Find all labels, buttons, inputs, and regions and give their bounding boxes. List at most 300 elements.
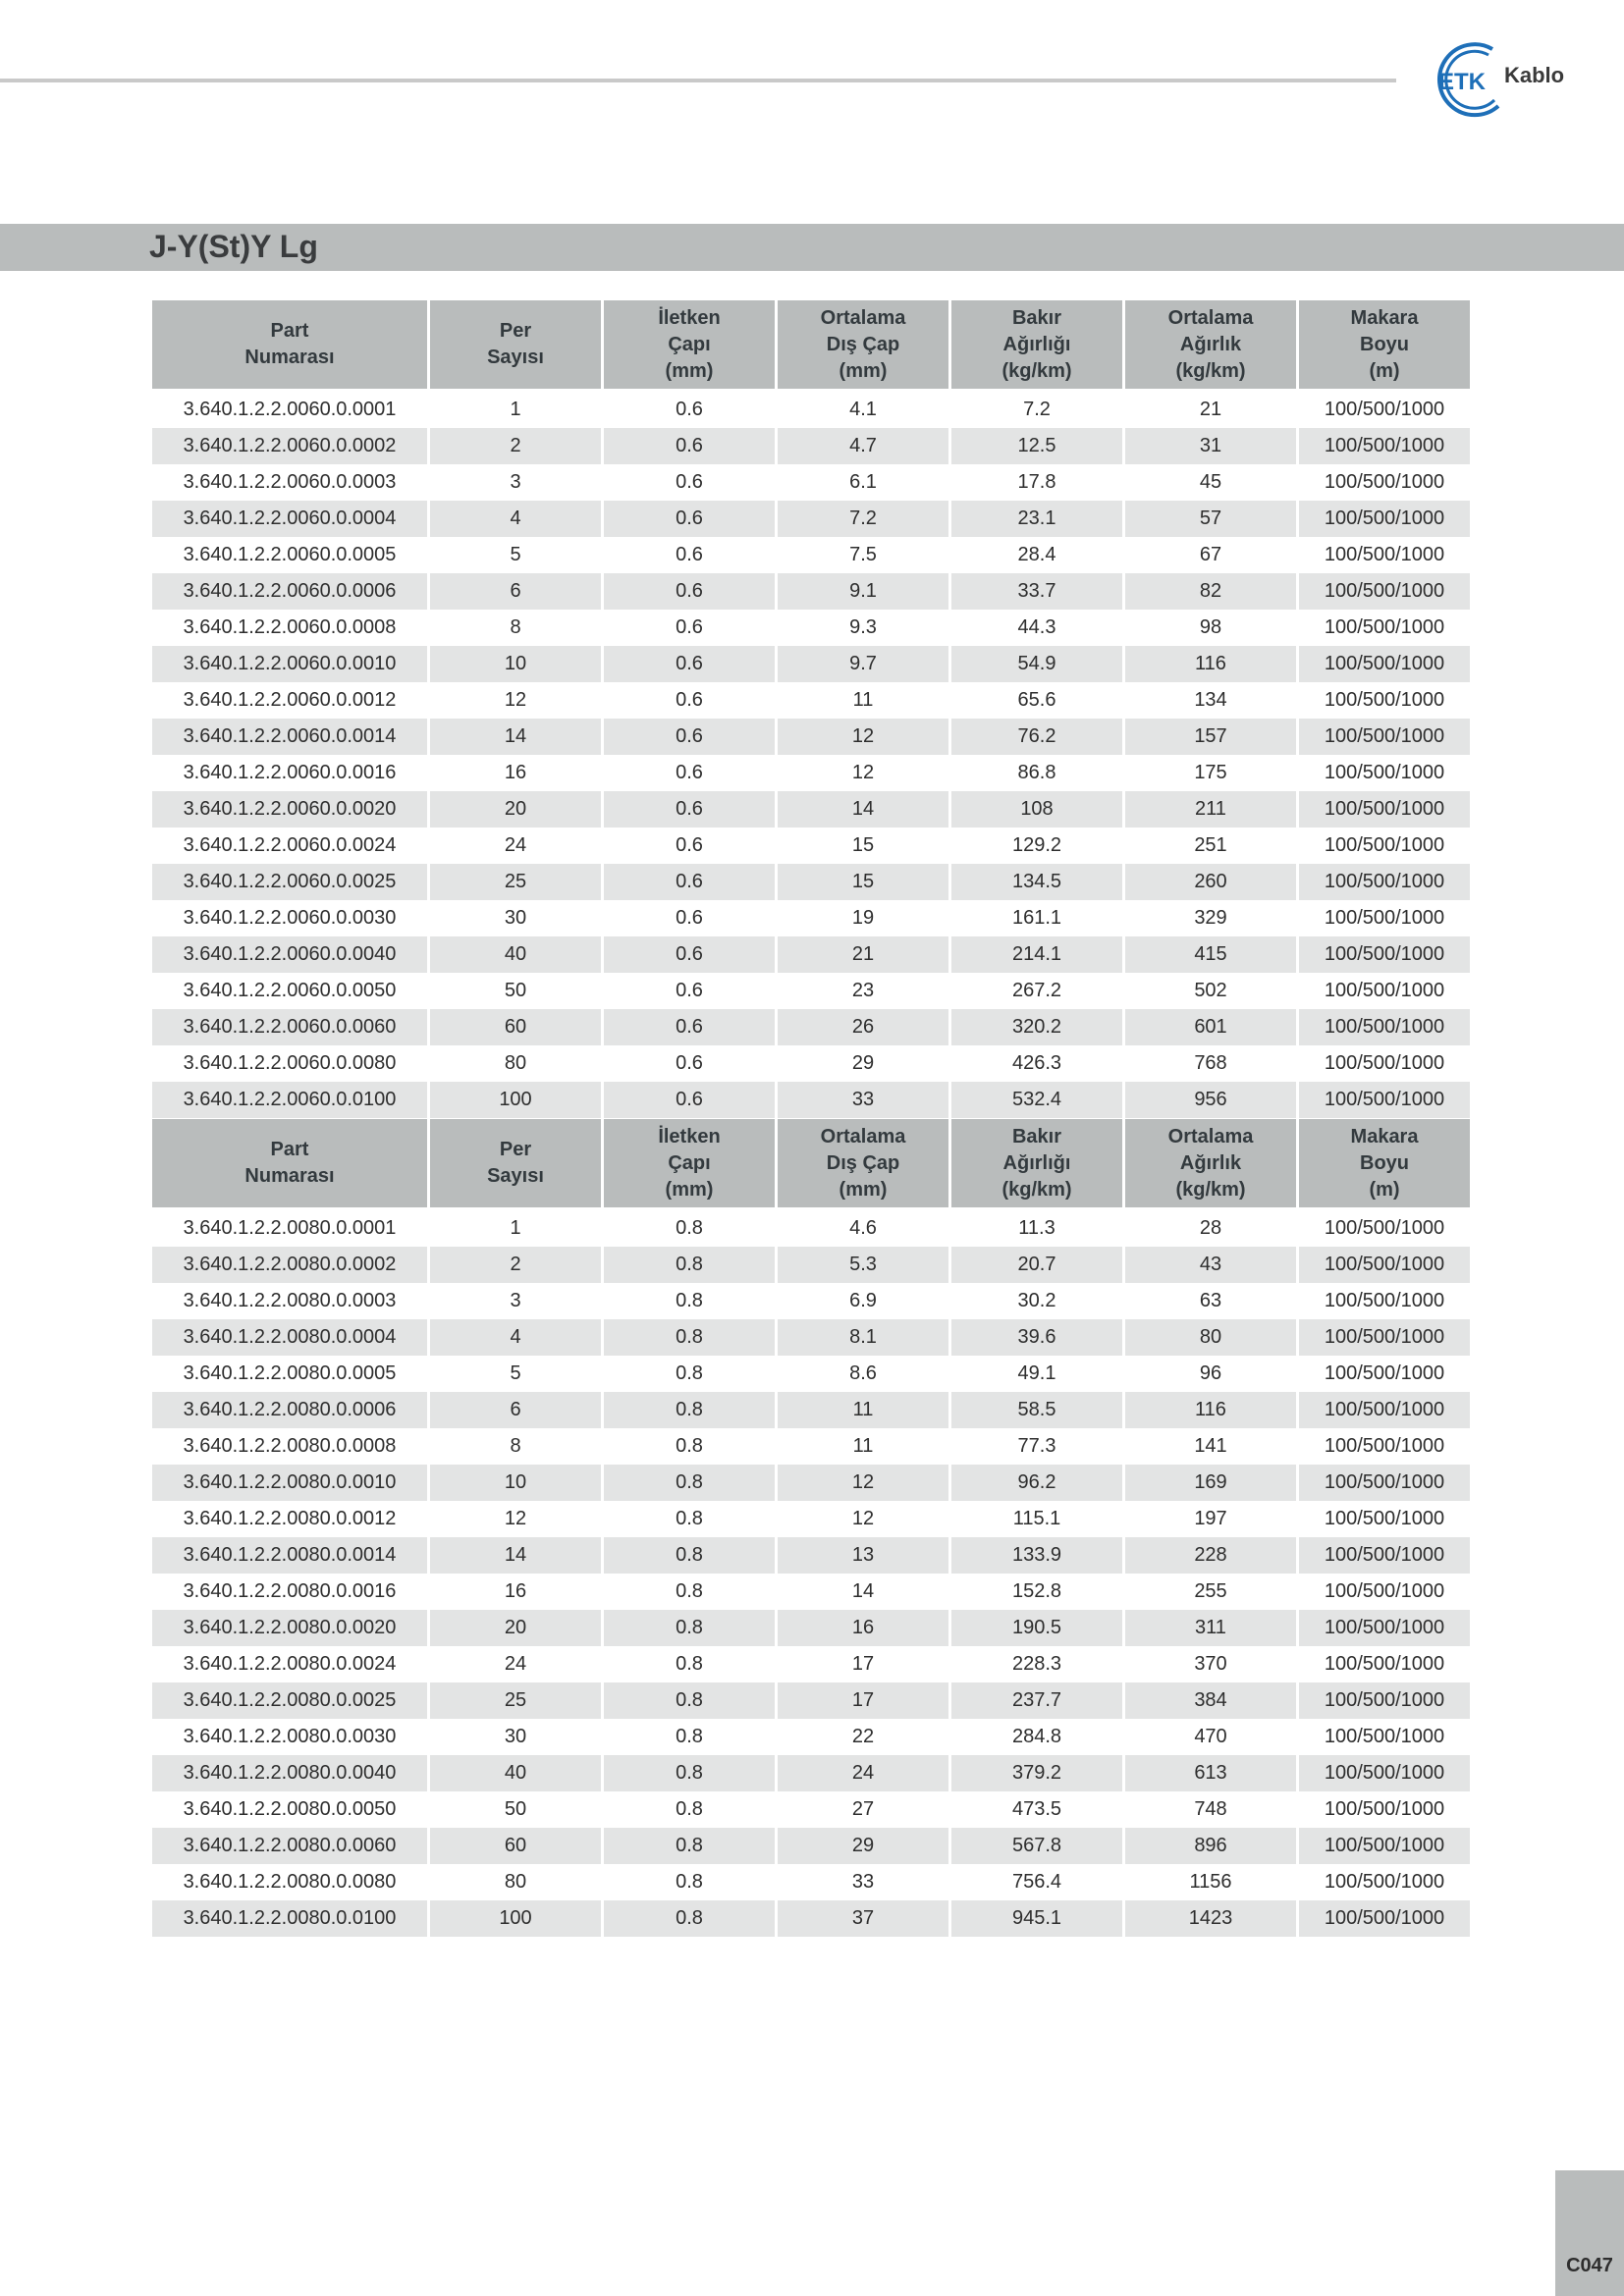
column-header-line: Sayısı (487, 347, 544, 368)
table-cell: 23 (851, 980, 875, 1001)
table-cell: 100/500/1000 (1299, 1537, 1470, 1574)
table-row (152, 828, 1470, 864)
column-header-line: (kg/km) (1175, 1178, 1246, 1201)
table-cell: 26 (778, 1009, 948, 1045)
table-cell: 21 (1199, 399, 1222, 420)
table-cell: 379.2 (951, 1755, 1122, 1791)
table-cell: 25 (430, 1682, 601, 1719)
table-row (152, 1864, 1470, 1900)
table-cell: 67 (1199, 544, 1222, 565)
table-cell: 8.1 (778, 1319, 948, 1356)
table-cell: 31 (1125, 428, 1296, 464)
table-cell: 3.640.1.2.2.0080.0.0020 (152, 1610, 427, 1646)
table-row (152, 1045, 1470, 1082)
table-cell: 14 (778, 791, 948, 828)
column-header-line: Makara (1350, 1125, 1419, 1148)
table-row (152, 791, 1470, 828)
table-row (152, 1392, 1470, 1428)
table-cell: 3.640.1.2.2.0080.0.0005 (183, 1362, 397, 1384)
table-cell: 33 (851, 1871, 875, 1893)
table-cell: 0.8 (604, 1900, 775, 1937)
table-cell: 0.8 (604, 1247, 775, 1283)
table-row (152, 755, 1470, 791)
table-cell: 0.6 (604, 1009, 775, 1045)
table-cell: 211 (1125, 791, 1296, 828)
column-header (604, 1118, 775, 1210)
table-cell: 16 (778, 1610, 948, 1646)
table-cell: 8.6 (849, 1362, 877, 1384)
table-cell: 20 (430, 791, 601, 828)
table-cell: 3.640.1.2.2.0080.0.0008 (183, 1435, 397, 1457)
table-cell: 0.6 (604, 1082, 775, 1118)
table-cell: 3.640.1.2.2.0080.0.0010 (152, 1465, 427, 1501)
table-cell: 10 (430, 646, 601, 682)
table-cell: 3.640.1.2.2.0060.0.0012 (183, 689, 397, 711)
table-row (152, 1247, 1470, 1283)
table-cell: 100/500/1000 (1324, 907, 1445, 929)
table-cell: 100/500/1000 (1299, 1755, 1470, 1791)
table-cell: 384 (1125, 1682, 1296, 1719)
table-cell: 3.640.1.2.2.0060.0.0003 (183, 471, 397, 493)
column-header-line: Ağırlığı (1002, 1151, 1071, 1174)
table-cell: 0.8 (676, 1508, 703, 1529)
table-cell: 12 (504, 1508, 527, 1529)
table-cell: 228.3 (1011, 1653, 1062, 1675)
table-cell: 29 (851, 1052, 875, 1074)
table-row (152, 1356, 1470, 1392)
table-cell: 100/500/1000 (1299, 1828, 1470, 1864)
table-cell: 100/500/1000 (1324, 1217, 1445, 1239)
table-cell: 169 (1125, 1465, 1296, 1501)
table-cell: 14 (430, 719, 601, 755)
table-row (152, 464, 1470, 501)
table-cell: 60 (430, 1828, 601, 1864)
logo-name: Kablo (1504, 63, 1565, 87)
table-cell: 12 (778, 1465, 948, 1501)
table-cell: 567.8 (951, 1828, 1122, 1864)
table-cell: 100/500/1000 (1299, 1392, 1470, 1428)
table-cell: 0.8 (604, 1682, 775, 1719)
table-cell: 24 (504, 1653, 527, 1675)
table-row (152, 1791, 1470, 1828)
table-cell: 15 (778, 864, 948, 900)
table-cell: 3.640.1.2.2.0080.0.0030 (183, 1726, 397, 1747)
column-header (778, 1118, 948, 1210)
table-cell: 0.6 (676, 399, 703, 420)
table-cell: 0.6 (676, 762, 703, 783)
table-cell: 3.640.1.2.2.0060.0.0002 (152, 428, 427, 464)
table-cell: 63 (1199, 1290, 1222, 1311)
table-cell: 0.6 (676, 980, 703, 1001)
table-cell: 21 (778, 936, 948, 973)
table-cell: 9.1 (778, 573, 948, 610)
table-cell: 0.8 (676, 1217, 703, 1239)
column-header-line: İletken (658, 1125, 721, 1148)
table-cell: 30 (504, 1726, 527, 1747)
column-header-line: (mm) (839, 1178, 888, 1201)
table-cell: 29 (778, 1828, 948, 1864)
column-header-line: Ortalama (1167, 306, 1254, 329)
column-header-line: Part (270, 1139, 309, 1160)
table-cell: 3.640.1.2.2.0060.0.0014 (152, 719, 427, 755)
table-row (152, 900, 1470, 936)
table-cell: 100/500/1000 (1299, 791, 1470, 828)
table-cell: 100/500/1000 (1299, 428, 1470, 464)
table-cell: 284.8 (1011, 1726, 1062, 1747)
table-cell: 141 (1194, 1435, 1227, 1457)
table-cell: 100/500/1000 (1324, 471, 1445, 493)
table-cell: 12 (504, 689, 527, 711)
column-header-line: Ortalama (1167, 1125, 1254, 1148)
table-cell: 40 (430, 1755, 601, 1791)
table-cell: 100/500/1000 (1324, 1798, 1445, 1820)
table-cell: 24 (778, 1755, 948, 1791)
table-cell: 956 (1125, 1082, 1296, 1118)
table-cell: 190.5 (951, 1610, 1122, 1646)
table-cell: 370 (1194, 1653, 1227, 1675)
table-cell: 3.640.1.2.2.0060.0.0006 (152, 573, 427, 610)
table-cell: 0.8 (676, 1871, 703, 1893)
table-cell: 23.1 (951, 501, 1122, 537)
table-cell: 6 (430, 1392, 601, 1428)
column-header-line: (m) (1369, 1178, 1400, 1201)
column-header-line: Makara (1350, 306, 1419, 329)
table-cell: 100/500/1000 (1299, 1009, 1470, 1045)
column-header-line: Bakır (1011, 306, 1062, 329)
table-cell: 473.5 (1011, 1798, 1062, 1820)
table-cell: 80 (1125, 1319, 1296, 1356)
table-cell: 25 (430, 864, 601, 900)
table-cell: 50 (504, 980, 527, 1001)
table-cell: 4 (430, 1319, 601, 1356)
table-cell: 7.2 (778, 501, 948, 537)
column-header-line: (mm) (665, 1178, 714, 1201)
table-cell: 1 (510, 399, 521, 420)
table-cell: 100 (430, 1082, 601, 1118)
table-cell: 54.9 (951, 646, 1122, 682)
column-header (778, 300, 948, 392)
table-cell: 267.2 (1011, 980, 1062, 1001)
column-header-line: Numarası (244, 1165, 335, 1187)
table-cell: 20 (430, 1610, 601, 1646)
table-row (152, 1082, 1470, 1118)
table-cell: 6.9 (849, 1290, 877, 1311)
table-cell: 251 (1194, 834, 1227, 856)
table-header-row (152, 300, 1470, 392)
table-cell: 20.7 (951, 1247, 1122, 1283)
column-header-line: Ağırlığı (1002, 333, 1071, 355)
page-title: J-Y(St)Y Lg (149, 229, 318, 264)
table-row (152, 1719, 1470, 1755)
table-cell: 260 (1125, 864, 1296, 900)
table-cell: 76.2 (951, 719, 1122, 755)
table-cell: 39.6 (951, 1319, 1122, 1356)
table-cell: 100/500/1000 (1299, 1082, 1470, 1118)
header-rule (0, 79, 1396, 82)
table-cell: 12 (778, 719, 948, 755)
column-header-line: (kg/km) (1001, 1178, 1072, 1201)
table-cell: 3.640.1.2.2.0080.0.0040 (152, 1755, 427, 1791)
table-cell: 3.640.1.2.2.0060.0.0040 (152, 936, 427, 973)
table-cell: 3.640.1.2.2.0080.0.0001 (183, 1217, 397, 1239)
table-cell: 0.8 (676, 1435, 703, 1457)
table-cell: 116 (1125, 646, 1296, 682)
table-cell: 12 (851, 1508, 875, 1529)
table-cell: 4.6 (849, 1217, 877, 1239)
table-cell: 3.640.1.2.2.0060.0.0080 (183, 1052, 397, 1074)
table-cell: 175 (1194, 762, 1227, 783)
table-cell: 100/500/1000 (1324, 1726, 1445, 1747)
table-cell: 100/500/1000 (1324, 1290, 1445, 1311)
table-row (152, 610, 1470, 646)
table-cell: 7.5 (849, 544, 877, 565)
table-cell: 50 (504, 1798, 527, 1820)
table-cell: 17.8 (1017, 471, 1056, 493)
table-cell: 86.8 (1017, 762, 1056, 783)
column-header (152, 1118, 427, 1210)
column-header-line: Çapı (668, 333, 711, 355)
table-cell: 44.3 (1017, 616, 1056, 638)
table-cell: 100/500/1000 (1299, 864, 1470, 900)
table-cell: 8 (510, 1435, 521, 1457)
table-row (152, 1646, 1470, 1682)
table-cell: 11 (852, 1435, 874, 1457)
table-cell: 11 (852, 689, 874, 711)
table-cell: 9.7 (778, 646, 948, 682)
table-cell: 3.640.1.2.2.0060.0.0004 (152, 501, 427, 537)
table-cell: 100/500/1000 (1324, 1871, 1445, 1893)
table-cell: 100/500/1000 (1299, 1465, 1470, 1501)
table-row (152, 1755, 1470, 1791)
table-cell: 108 (951, 791, 1122, 828)
table-cell: 0.8 (676, 1653, 703, 1675)
table-cell: 19 (851, 907, 875, 929)
table-cell: 5.3 (778, 1247, 948, 1283)
table-row (152, 1682, 1470, 1719)
table-cell: 100/500/1000 (1324, 834, 1445, 856)
column-header-line: Dış Çap (826, 1151, 900, 1174)
table-cell: 197 (1194, 1508, 1227, 1529)
column-header-line: Ağırlık (1179, 333, 1242, 355)
table-cell: 37 (778, 1900, 948, 1937)
table-cell: 3.640.1.2.2.0060.0.0010 (152, 646, 427, 682)
column-header-line: Part (270, 320, 309, 342)
table-cell: 17 (851, 1653, 875, 1675)
column-header (430, 1118, 601, 1210)
column-header-line: Sayısı (487, 1165, 544, 1187)
table-row (152, 501, 1470, 537)
table-cell: 1 (510, 1217, 521, 1239)
table-row (152, 1009, 1470, 1045)
table-cell: 3.640.1.2.2.0060.0.0001 (183, 399, 397, 420)
table-cell: 14 (430, 1537, 601, 1574)
table-cell: 0.6 (676, 907, 703, 929)
table-row (152, 864, 1470, 900)
table-cell: 3.640.1.2.2.0080.0.0003 (183, 1290, 397, 1311)
table-cell: 502 (1194, 980, 1227, 1001)
table-cell: 6.1 (849, 471, 877, 493)
table-row (152, 573, 1470, 610)
table-cell: 0.6 (604, 791, 775, 828)
table-cell: 11 (778, 1392, 948, 1428)
table-cell: 3.640.1.2.2.0060.0.0005 (183, 544, 397, 565)
table-cell: 17 (778, 1682, 948, 1719)
table-cell: 3.640.1.2.2.0060.0.0025 (152, 864, 427, 900)
table-cell: 4 (430, 501, 601, 537)
table-cell: 100/500/1000 (1299, 1247, 1470, 1283)
table-cell: 15 (851, 834, 875, 856)
table-cell: 57 (1125, 501, 1296, 537)
table-row (152, 646, 1470, 682)
table-row (152, 936, 1470, 973)
table-cell: 100/500/1000 (1299, 1610, 1470, 1646)
table-cell: 896 (1125, 1828, 1296, 1864)
column-header (951, 300, 1122, 392)
table-cell: 40 (430, 936, 601, 973)
table-row (152, 1501, 1470, 1537)
table-cell: 3.640.1.2.2.0060.0.0060 (152, 1009, 427, 1045)
table-cell: 3.640.1.2.2.0060.0.0050 (183, 980, 397, 1001)
table-cell: 100/500/1000 (1324, 1653, 1445, 1675)
table-cell: 601 (1125, 1009, 1296, 1045)
table-cell: 49.1 (1017, 1362, 1056, 1384)
table-row (152, 719, 1470, 755)
table-cell: 3.640.1.2.2.0080.0.0004 (152, 1319, 427, 1356)
table-cell: 28.4 (1017, 544, 1056, 565)
page-number: C047 (1566, 2255, 1613, 2276)
column-header (951, 1118, 1122, 1210)
table-cell: 96.2 (951, 1465, 1122, 1501)
table-row (152, 1610, 1470, 1646)
table-cell: 7.2 (1023, 399, 1051, 420)
table-cell: 214.1 (951, 936, 1122, 973)
table-cell: 100/500/1000 (1299, 501, 1470, 537)
table-cell: 100/500/1000 (1299, 1319, 1470, 1356)
table-row (152, 1210, 1470, 1247)
column-header-line: Per (499, 320, 532, 342)
column-header-line: Bakır (1011, 1125, 1062, 1148)
table-cell: 3.640.1.2.2.0080.0.0025 (152, 1682, 427, 1719)
table-cell: 100/500/1000 (1324, 762, 1445, 783)
table-cell: 3.640.1.2.2.0080.0.0060 (152, 1828, 427, 1864)
column-header-line: (kg/km) (1175, 359, 1246, 382)
table-cell: 0.6 (604, 573, 775, 610)
table-cell: 134.5 (951, 864, 1122, 900)
table-cell: 100/500/1000 (1299, 1682, 1470, 1719)
table-cell: 2 (430, 428, 601, 464)
table-cell: 16 (504, 762, 527, 783)
table-cell: 100/500/1000 (1324, 980, 1445, 1001)
table-row (152, 973, 1470, 1009)
column-header-line: İletken (658, 306, 721, 329)
table-row (152, 682, 1470, 719)
table-cell: 100/500/1000 (1324, 1052, 1445, 1074)
table-cell: 0.8 (604, 1828, 775, 1864)
table-cell: 426.3 (1011, 1052, 1062, 1074)
table-cell: 100/500/1000 (1324, 1435, 1445, 1457)
table-cell: 10 (430, 1465, 601, 1501)
table-cell: 3.640.1.2.2.0060.0.0024 (183, 834, 397, 856)
table-cell: 100 (430, 1900, 601, 1937)
column-header (152, 300, 427, 392)
table-cell: 3.640.1.2.2.0080.0.0080 (183, 1871, 397, 1893)
table-cell: 255 (1194, 1580, 1227, 1602)
table-cell: 3.640.1.2.2.0080.0.0002 (152, 1247, 427, 1283)
table-cell: 3.640.1.2.2.0080.0.0012 (183, 1508, 397, 1529)
column-header-line: Dış Çap (826, 333, 900, 355)
table-cell: 3.640.1.2.2.0060.0.0100 (152, 1082, 427, 1118)
table-cell: 945.1 (951, 1900, 1122, 1937)
table-cell: 16 (504, 1580, 527, 1602)
table-cell: 3.640.1.2.2.0080.0.0100 (152, 1900, 427, 1937)
table-cell: 100/500/1000 (1324, 1508, 1445, 1529)
table-cell: 6 (430, 573, 601, 610)
column-header (1125, 1118, 1296, 1210)
table-cell: 12 (851, 762, 875, 783)
table-cell: 613 (1125, 1755, 1296, 1791)
table-cell: 33 (778, 1082, 948, 1118)
table-cell: 2 (430, 1247, 601, 1283)
table-cell: 13 (778, 1537, 948, 1574)
table-cell: 1423 (1125, 1900, 1296, 1937)
table-cell: 0.6 (604, 501, 775, 537)
table-cell: 4.7 (778, 428, 948, 464)
table-cell: 0.6 (676, 616, 703, 638)
table-cell: 3.640.1.2.2.0060.0.0016 (183, 762, 397, 783)
logo-mark: ETK (1438, 69, 1486, 95)
table-cell: 100/500/1000 (1324, 399, 1445, 420)
table-cell: 33.7 (951, 573, 1122, 610)
table-cell: 0.8 (676, 1290, 703, 1311)
column-header-line: (mm) (839, 359, 888, 382)
table-cell: 30 (504, 907, 527, 929)
table-cell: 14 (851, 1580, 875, 1602)
table-cell: 0.6 (604, 428, 775, 464)
table-cell: 3 (510, 471, 521, 493)
table-cell: 115.1 (1012, 1508, 1061, 1529)
table-row (152, 1900, 1470, 1937)
column-header (430, 300, 601, 392)
table-cell: 3.640.1.2.2.0060.0.0030 (183, 907, 397, 929)
table-cell: 157 (1125, 719, 1296, 755)
table-cell: 60 (430, 1009, 601, 1045)
table-row (152, 1537, 1470, 1574)
table-cell: 116 (1125, 1392, 1296, 1428)
table-cell: 43 (1125, 1247, 1296, 1283)
column-header-line: Boyu (1360, 333, 1409, 355)
table-cell: 22 (851, 1726, 875, 1747)
table-cell: 0.6 (604, 646, 775, 682)
column-header-line: Ortalama (820, 1125, 906, 1148)
table-cell: 100/500/1000 (1324, 544, 1445, 565)
table-cell: 12.5 (951, 428, 1122, 464)
column-header-line: (kg/km) (1001, 359, 1072, 382)
table-cell: 3 (510, 1290, 521, 1311)
table-row (152, 1465, 1470, 1501)
table-cell: 65.6 (1017, 689, 1056, 711)
column-header-line: Ağırlık (1179, 1151, 1242, 1174)
table-cell: 0.6 (604, 719, 775, 755)
table-cell: 0.6 (604, 936, 775, 973)
table-cell: 0.6 (676, 471, 703, 493)
table-cell: 0.8 (604, 1465, 775, 1501)
table-cell: 28 (1199, 1217, 1222, 1239)
table-cell: 3.640.1.2.2.0080.0.0006 (152, 1392, 427, 1428)
column-header-line: (mm) (665, 359, 714, 382)
table-cell: 0.6 (604, 864, 775, 900)
table-cell: 129.2 (1011, 834, 1062, 856)
table-cell: 152.8 (1011, 1580, 1062, 1602)
